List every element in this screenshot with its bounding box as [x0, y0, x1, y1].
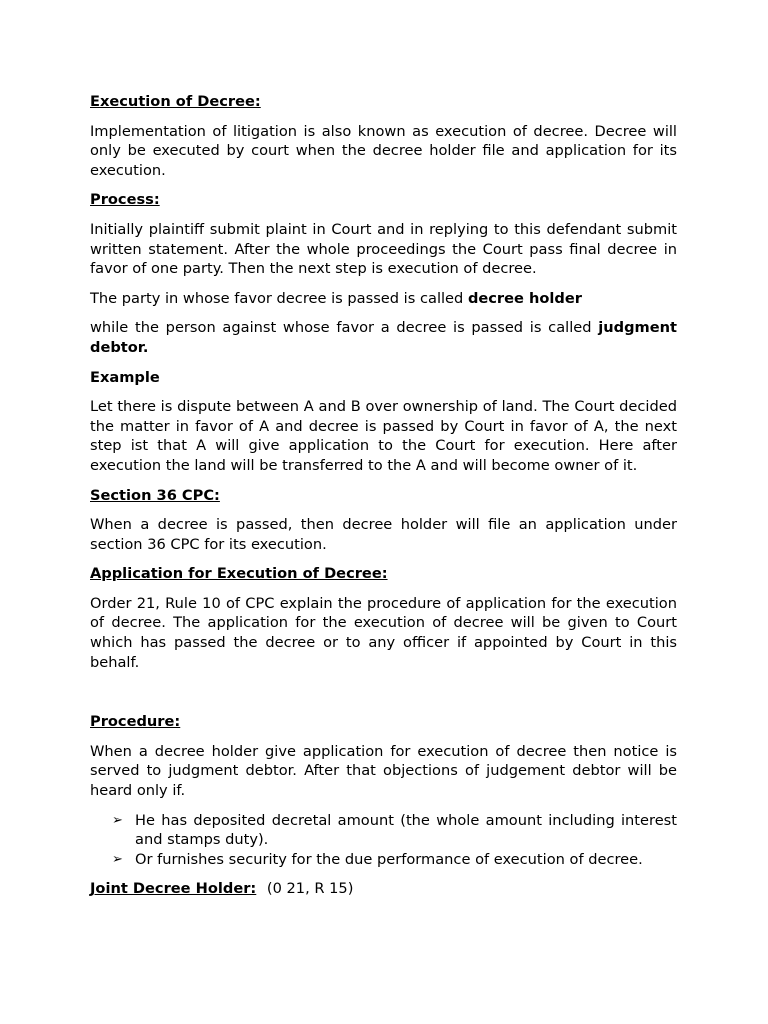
heading-joint-decree-holder: Joint Decree Holder:	[90, 880, 257, 898]
heading-process: Process:	[90, 191, 160, 209]
procedure-bullet-list	[90, 811, 677, 870]
bullet-text: He has deposited decretal amount (the whole amount including interest and stamps duty).	[135, 811, 677, 849]
list-item	[90, 811, 677, 850]
decree-holder-term: decree holder	[467, 289, 582, 307]
list-item	[90, 850, 677, 870]
joint-decree-holder-line	[90, 879, 677, 899]
paragraph-process: Initially plaintiff submit plaint in Court and in replying to this defendant submit written statement. After the whole proceedings the Court pass final decree in favor of one party. Then the next step is execution of decree.	[90, 220, 677, 278]
heading-application: Application for Execution of Decree:	[90, 565, 388, 583]
heading-example: Example	[90, 368, 160, 386]
blank-line	[90, 682, 677, 712]
paragraph-decree-holder	[90, 289, 677, 309]
paragraph-execution: Implementation of litigation is also known as execution of decree. Decree will only be executed by court when the decree holder file and application for its execution.	[90, 122, 677, 179]
decree-holder-sentence: The party in whose favor decree is passed is called	[90, 289, 468, 307]
paragraph-judgment-debtor	[90, 318, 677, 357]
arrowhead-bullet-icon: ➢	[112, 851, 123, 867]
heading-execution-of-decree: Execution of Decree:	[90, 93, 261, 110]
paragraph-application: Order 21, Rule 10 of CPC explain the procedure of application for the execution of decree. The application for the execution of decree will be given to Court which has passed the decree or to any officer if appointed by Court in this behalf.	[90, 594, 677, 671]
paragraph-example: Let there is dispute between A and B over ownership of land. The Court decided the matter in favor of A and decree is passed by Court in favor of A, the next step ist that A will give application to the Court for execution. Here after execution the land will be transferred to the A and will become owner of it.	[90, 398, 677, 474]
arrowhead-bullet-icon: ➢	[112, 812, 123, 828]
heading-procedure: Procedure:	[90, 713, 181, 731]
joint-decree-holder-reference: (0 21, R 15)	[266, 880, 354, 898]
document-page	[90, 92, 677, 899]
paragraph-procedure: When a decree holder give application for execution of decree then notice is served to judgment debtor. After that objections of judgement debtor will be heard only if.	[90, 742, 677, 800]
judgment-debtor-term: judgment debtor.	[90, 319, 677, 356]
bullet-text: Or furnishes security for the due performance of execution of decree.	[135, 850, 643, 868]
judgment-debtor-sentence: while the person against whose favor a decree is passed is called	[90, 319, 599, 337]
paragraph-section-36: When a decree is passed, then decree holder will file an application under section 36 CPC for its execution.	[90, 516, 677, 553]
heading-section-36: Section 36 CPC:	[90, 486, 220, 504]
